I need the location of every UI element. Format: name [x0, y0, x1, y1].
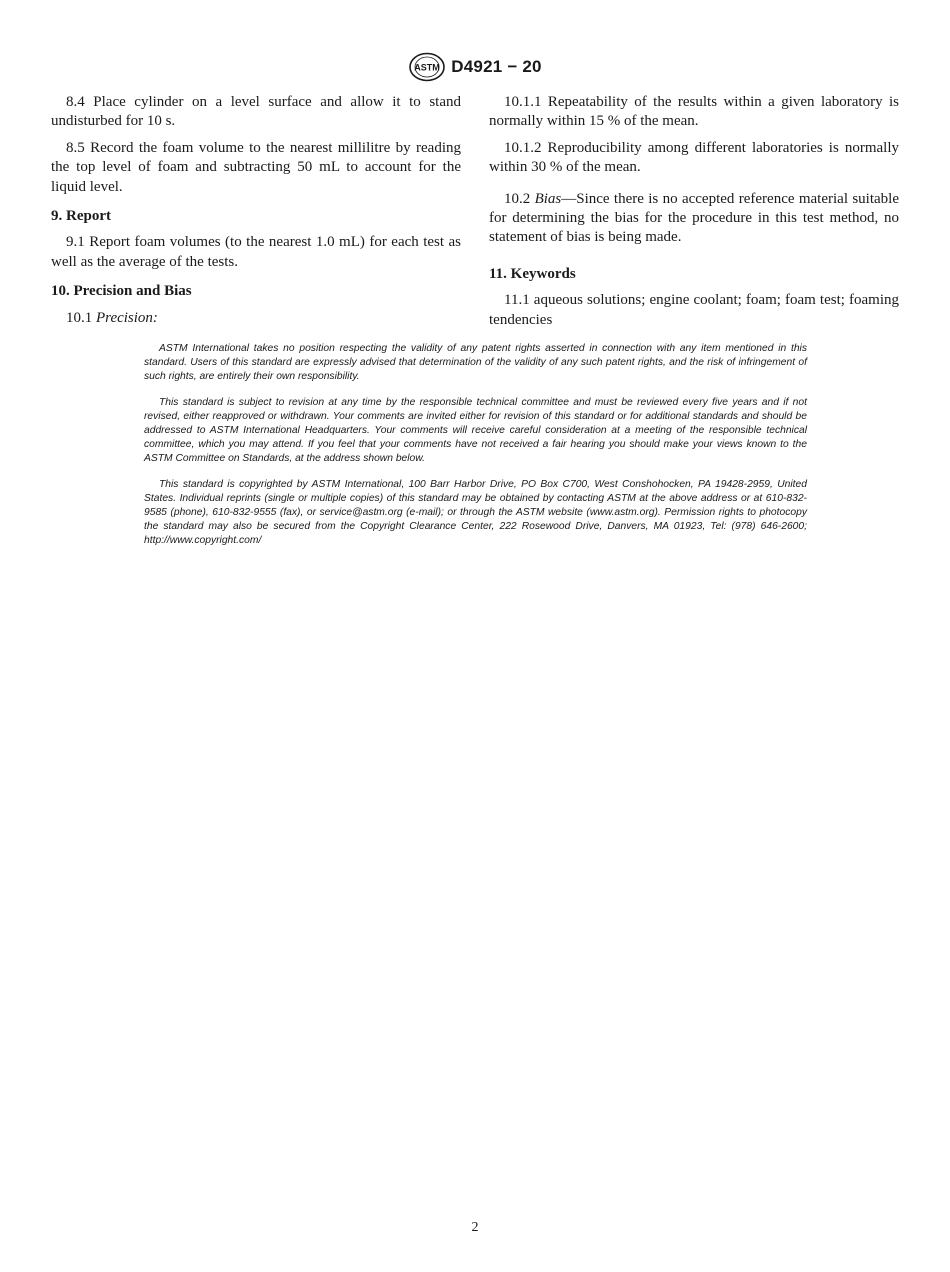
astm-logo-icon	[408, 52, 446, 82]
copyright-notice: This standard is copyrighted by ASTM International, 100 Barr Harbor Drive, PO Box C700, West Conshohocken, PA 19428-2959, United States. Individual reprints (single or multiple copies) of this standard may be obtained by contacting ASTM at the above address or at 610-832-9585 (phone), 610-832-9555 (fax), or service@astm.org (e-mail); or through the ASTM website (www.astm.org). Permission rights to photocopy the standard may also be secured from the Copyright Clearance Center, 222 Rosewood Drive, Danvers, MA 01923, Tel: (978) 646-2600; http://www.copyright.com/	[144, 479, 807, 546]
paragraph-10-1	[51, 309, 461, 328]
page-number: 2	[471, 1220, 479, 1235]
section-heading-keywords: 11. Keywords	[489, 265, 576, 282]
astm-logo-text: ASTM	[414, 62, 441, 73]
patent-notice: ASTM International takes no position respecting the validity of any patent rights asserted in connection with any item mentioned in this standard. Users of this standard are expressly advised that determination of the validity of any such patent rights, and the risk of infringement of such rights, are entirely their own responsibility.	[144, 343, 807, 382]
left-column	[51, 93, 461, 328]
right-column	[489, 93, 899, 330]
paragraph-10-2-number: 10.2	[504, 190, 531, 207]
paragraph-10-2-text: —Since there is no accepted reference material suitable for determining the bias for the procedure in this test method, no statement of bias is being made.	[489, 190, 899, 246]
revision-notice: This standard is subject to revision at any time by the responsible technical committee and must be reviewed every five years and if not revised, either reapproved or withdrawn. Your comments are invited either for revision of this standard or for additional standards and should be addressed to ASTM International Headquarters. Your comments will receive careful consideration at a meeting of the responsible technical committee, which you may attend. If you feel that your comments have not received a fair hearing you should make your views known to the ASTM Committee on Standards, at the address shown below.	[144, 397, 807, 464]
paragraph-8-4: 8.4 Place cylinder on a level surface and allow it to stand undisturbed for 10 s.	[51, 94, 461, 130]
page-header	[0, 52, 950, 82]
legal-notices	[144, 342, 807, 560]
paragraph-10-1-1: 10.1.1 Repeatability of the results within a given laboratory is normally within 15 % of the mean.	[489, 94, 899, 130]
paragraph-10-2	[489, 190, 899, 248]
section-heading-precision-bias: 10. Precision and Bias	[51, 283, 192, 300]
section-heading-report: 9. Report	[51, 208, 111, 225]
paragraph-11-1: 11.1 aqueous solutions; engine coolant; foam; foam test; foaming tendencies	[489, 292, 899, 328]
paragraph-10-1-label: Precision:	[96, 309, 158, 326]
paragraph-10-1-2: 10.1.2 Reproducibility among different laboratories is normally within 30 % of the mean.	[489, 139, 899, 176]
document-id: D4921 − 20	[451, 57, 542, 76]
paragraph-10-1-number: 10.1	[66, 309, 93, 326]
paragraph-10-2-label: Bias	[534, 190, 562, 207]
paragraph-9-1: 9.1 Report foam volumes (to the nearest 1.0 mL) for each test as well as the average of the tests.	[51, 234, 461, 270]
paragraph-8-5: 8.5 Record the foam volume to the nearest millilitre by reading the top level of foam and subtracting 50 mL to account for the liquid level.	[51, 139, 461, 195]
